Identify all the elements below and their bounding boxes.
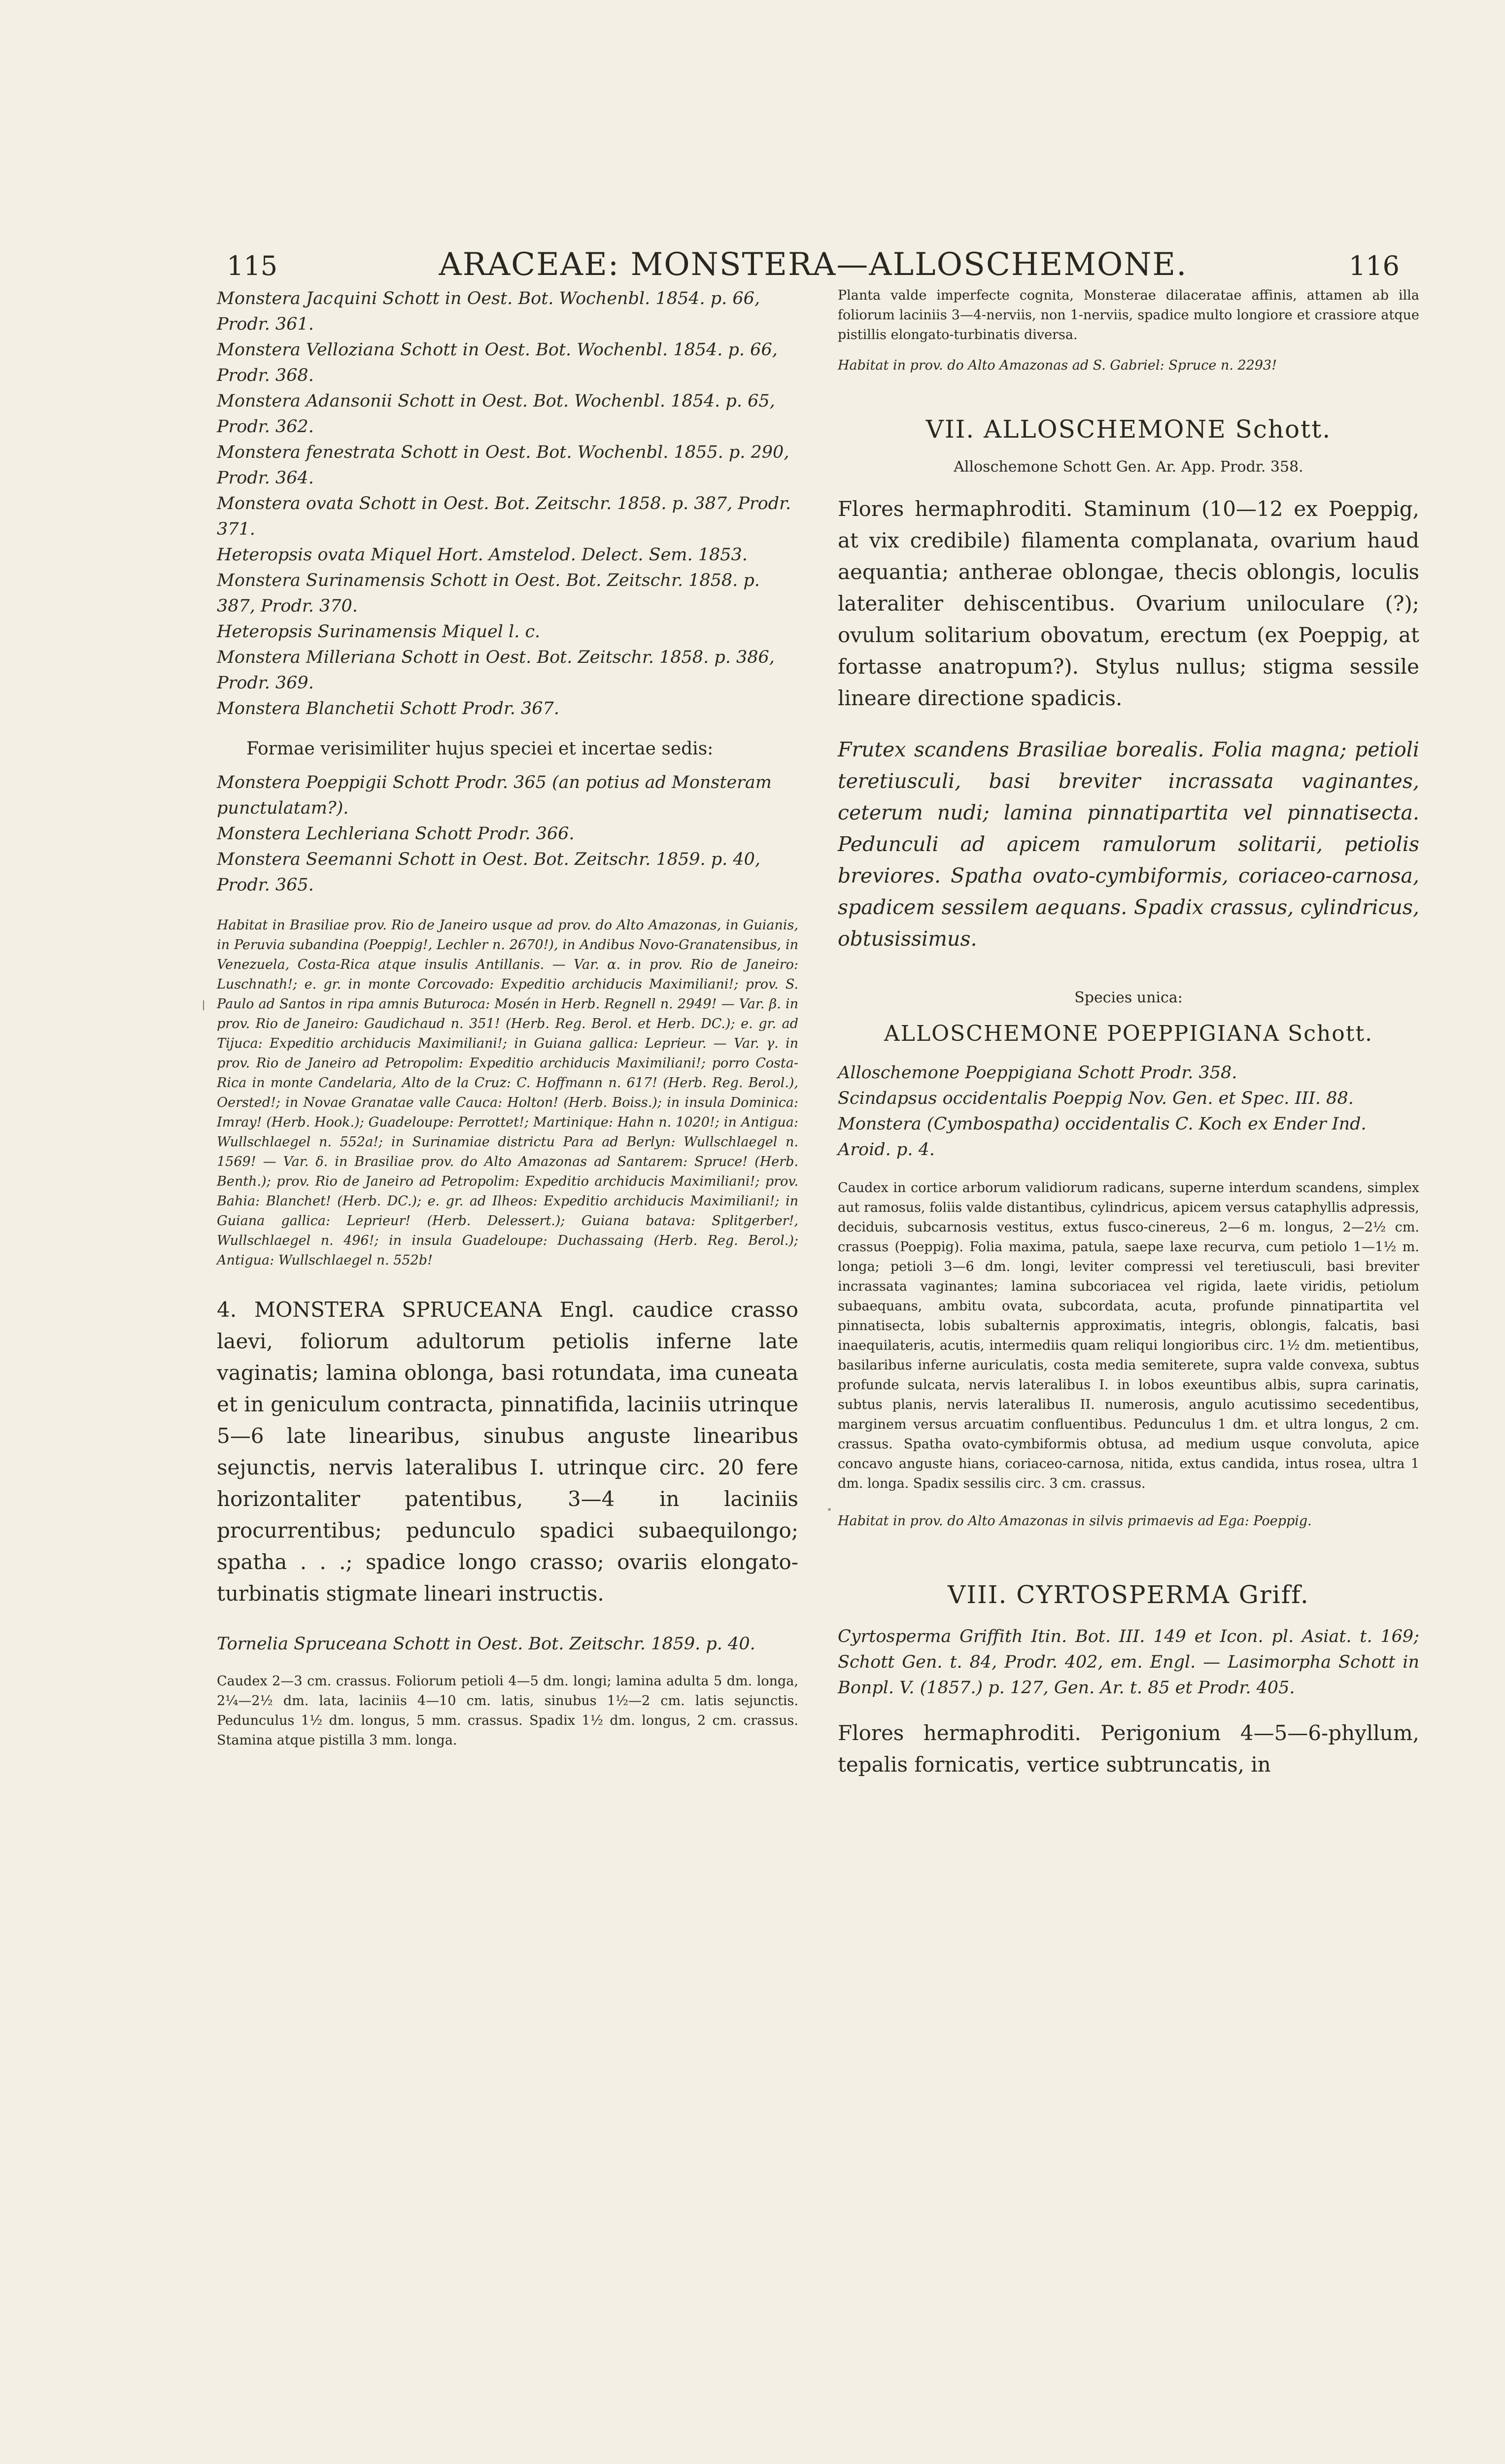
synonym: Monstera ovata Schott in Oest. Bot. Zeitschr. 1858. p. 387, Prodr. 371. <box>217 494 791 539</box>
genus-reference-8: Cyrtosperma Griffith Itin. Bot. III. 149 et Icon. pl. Asiat. t. 169; Schott Gen. t. 84, Prodr. 402, em. Engl. — Lasimorpha Schott in Bonpl. V. (1857.) p. 127, Gen. Ar. t. 85 et Prodr. 405. <box>838 1627 1419 1698</box>
synonym: Monstera Surinamensis Schott in Oest. Bot. Zeitschr. 1858. p. 387, Prodr. 370. <box>217 571 760 616</box>
synonym: Monstera Velloziana Schott in Oest. Bot. Wochenbl. 1854. p. 66, Prodr. 368. <box>217 340 778 385</box>
species-4-diagnosis: 4. MONSTERA SPRUCEANA Engl. caudice crasso laevi, foliorum adultorum petiolis inferne late vaginatis; lamina oblonga, basi rotundata, ima cuneata et in geniculum contracta, pinnatifida, laciniis utrinque 5—6 late linearibus, sinubus anguste linearibus sejunctis, nervis lateralibus I. utrinque circ. 20 fere horizontaliter patentibus, 3—4 in laciniis procurrentibus; pedunculo spadici subaequilongo; spatha . . .; spadice longo crasso; ovariis elongato-turbinatis stigmate lineari instructis. <box>217 1298 798 1606</box>
synonym: Heteropsis Surinamensis Miquel l. c. <box>217 622 541 642</box>
section-heading-7: VII. ALLOSCHEMONE Schott. <box>925 415 1332 444</box>
species-4-habitat: Habitat in prov. do Alto Amazonas ad S. Gabriel: Spruce n. 2293! <box>838 358 1277 373</box>
species-synonym: Alloschemone Poeppigiana Schott Prodr. 358. <box>838 1063 1237 1083</box>
right-column <box>838 286 1419 1780</box>
habitat-paragraph: Habitat in Brasiliae prov. Rio de Janeiro usque ad prov. do Alto Amazonas, in Guianis, in Peruvia subandina (Poeppig!, Lechler n. 2670!), in Andibus Novo-Granatensibus, in Venezuela, Costa-Rica atque insulis Antillanis. — Var. α. in prov. Rio de Janeiro: Luschnath!; e. gr. in monte Corcovado: Expeditio archiducis Maximiliani!; prov. S. Paulo ad Santos in ripa amnis Buturoca: Mosén in Herb. Regnell n. 2949! — Var. β. in prov. Rio de Janeiro: Gaudichaud n. 351! (Herb. Reg. Berol. et Herb. DC.); e. gr. ad Tijuca: Expeditio archiducis Maximiliani!; in Guiana gallica: Leprieur. — Var. γ. in prov. Rio de Janeiro ad Petropolim: Expeditio archiducis Maximiliani!; porro Costa-Rica in monte Candelaria, Alto de la Cruz: C. Hoffmann n. 617! (Herb. Reg. Berol.), Oersted!; in Novae Granatae valle Cauca: Holton! (Herb. Boiss.); in insula Dominica: Imray! (Herb. Hook.); Guadeloupe: Perrottet!; Martinique: Hahn n. 1020!; in Antigua: Wullschlaegel n. 552a!; in Surinamiae districtu Para ad Berlyn: Wullschlaegel n. 1569! — Var. δ. in Brasiliae prov. do Alto Amazonas ad Santarem: Spruce! (Herb. Benth.); prov. Rio de Janeiro ad Petropolim: Expeditio archiducis Maximiliani!; prov. Bahia: Blanchet! (Herb. DC.); e. gr. ad Ilheos: Expeditio archiducis Maximiliani!; in Guiana gallica: Leprieur! (Herb. Delessert.); Guiana batava: Splitgerber!, Wullschlaegel n. 496!; in insula Guadeloupe: Duchassaing (Herb. Reg. Berol.); Antigua: Wullschlaegel n. 552b! <box>217 918 798 1268</box>
page-number-left: 115 <box>227 250 278 281</box>
genus-7-habit: Frutex scandens Brasiliae borealis. Folia magna; petioli teretiusculi, basi breviter incrassata vaginantes, ceterum nudi; lamina pinnatipartita vel pinnatisecta. Pedunculi ad apicem ramulorum solitarii, petiolis breviores. Spatha ovato-cymbiformis, coriaceo-carnosa, spadicem sessilem aequans. Spadix crassus, cylindricus, obtusissimus. <box>838 738 1419 951</box>
species-heading: ALLOSCHEMONE POEPPIGIANA Schott. <box>884 1021 1373 1046</box>
species-synonym: Scindapsus occidentalis Poeppig Nov. Gen. et Spec. III. 88. <box>838 1089 1354 1108</box>
species-4-note: Planta valde imperfecte cognita, Monsterae dilaceratae affinis, attamen ab illa foliorum laciniis 3—4-nerviis, non 1-nerviis, spadice multo longiore et crassiore atque pistillis elongato-turbinatis diversa. <box>838 288 1419 342</box>
synonym: Monstera Blanchetii Schott Prodr. 367. <box>217 699 559 719</box>
formae-intro: Formae verisimiliter hujus speciei et incertae sedis: <box>246 739 714 759</box>
margin-mark <box>203 1000 204 1010</box>
page-number-right: 116 <box>1348 250 1400 281</box>
species-unica-label: Species unica: <box>1074 989 1183 1006</box>
section-heading-8: VIII. CYRTOSPERMA Griff. <box>948 1580 1309 1609</box>
left-column <box>217 286 798 1750</box>
genus-7-flores: Flores hermaphroditi. Staminum (10—12 ex Poeppig, at vix credibile) filamenta complanata, ovarium haud aequantia; antherae oblongae, thecis oblongis, loculis lateraliter dehiscentibus. Ovarium uniloculare (?); ovulum solitarium obovatum, erectum (ex Poeppig, at fortasse anatropum?). Stylus nullus; stigma sessile lineare directione spadicis. <box>838 497 1419 710</box>
ink-dot <box>828 1508 831 1511</box>
forma-synonym: Monstera Seemanni Schott in Oest. Bot. Zeitschr. 1859. p. 40, Prodr. 365. <box>217 850 761 895</box>
synonym: Monstera Milleriana Schott in Oest. Bot. Zeitschr. 1858. p. 386, Prodr. 369. <box>217 648 775 693</box>
species-synonym: Monstera (Cymbospatha) occidentalis C. Koch ex Ender Ind. Aroid. p. 4. <box>838 1114 1367 1160</box>
forma-synonym: Monstera Lechleriana Schott Prodr. 366. <box>217 824 575 844</box>
synonym: Monstera Jacquini Schott in Oest. Bot. Wochenbl. 1854. p. 66, Prodr. 361. <box>217 289 760 334</box>
genus-8-flores: Flores hermaphroditi. Perigonium 4—5—6-phyllum, tepalis fornicatis, vertice subtruncatis, in <box>838 1721 1419 1777</box>
species-4-description: Caudex 2—3 cm. crassus. Foliorum petioli 4—5 dm. longi; lamina adulta 5 dm. longa, 2¼—2½ dm. lata, laciniis 4—10 cm. latis, sinubus 1½—2 cm. latis sejunctis. Pedunculus 1½ dm. longus, 5 mm. crassus. Spadix 1½ dm. longus, 2 cm. crassus. Stamina atque pistilla 3 mm. longa. <box>217 1674 798 1748</box>
synonym: Monstera Adansonii Schott in Oest. Bot. Wochenbl. 1854. p. 65, Prodr. 362. <box>217 391 775 437</box>
synonym: Heteropsis ovata Miquel Hort. Amstelod. Delect. Sem. 1853. <box>217 545 748 565</box>
species-description: Caudex in cortice arborum validiorum radicans, superne interdum scandens, simplex aut ramosus, foliis valde distantibus, cylindricus, apicem versus cataphyllis adpressis, deciduis, subcarnosis vestitus, extus fusco-cinereus, 2—6 m. longus, 2—2½ cm. crassus (Poeppig). Folia maxima, patula, saepe laxe recurva, cum petiolo 1—1½ m. longa; petioli 3—6 dm. longi, leviter compressi vel teretiusculi, basi breviter incrassata vaginantes; lamina subcoriacea vel rigida, laete viridis, petiolum subaequans, ambitu ovata, subcordata, acuta, profunde pinnatipartita vel pinnatisecta, lobis subalternis approximatis, integris, oblongis, falcatis, basi inaequilateris, acutis, intermediis quam reliqui longioribus circ. 1½ dm. metientibus, basilaribus inferne auriculatis, costa media semiterete, supra valde convexa, subtus profunde sulcata, nervis lateralibus I. in lobos exeuntibus albis, supra carinatis, subtus planis, nervis lateralibus II. numerosis, angulo acutissimo secedentibus, marginem versus arcuatim confluentibus. Pedunculus 1 dm. et ultra longus, 2 cm. crassus. Spatha ovato-cymbiformis obtusa, ad medium usque convoluta, apice concavo anguste hians, coriaceo-carnosa, nitida, extus candida, intus rosea, ultra 1 dm. longa. Spadix sessilis circ. 3 cm. crassus. <box>838 1180 1419 1491</box>
species-habitat: Habitat in prov. do Alto Amazonas in silvis primaevis ad Ega: Poeppig. <box>838 1513 1312 1529</box>
genus-reference-7: Alloschemone Schott Gen. Ar. App. Prodr. 358. <box>954 458 1303 476</box>
page-header <box>207 246 1419 286</box>
running-title: ARACEAE: MONSTERA—ALLOSCHEMONE. <box>439 246 1188 283</box>
forma-synonym: Monstera Poeppigii Schott Prodr. 365 (an potius ad Monsteram punctulatam?). <box>217 773 772 818</box>
synonym: Monstera fenestrata Schott in Oest. Bot. Wochenbl. 1855. p. 290, Prodr. 364. <box>217 443 789 488</box>
species-4-synonym: Tornelia Spruceana Schott in Oest. Bot. Zeitschr. 1859. p. 40. <box>217 1634 755 1654</box>
